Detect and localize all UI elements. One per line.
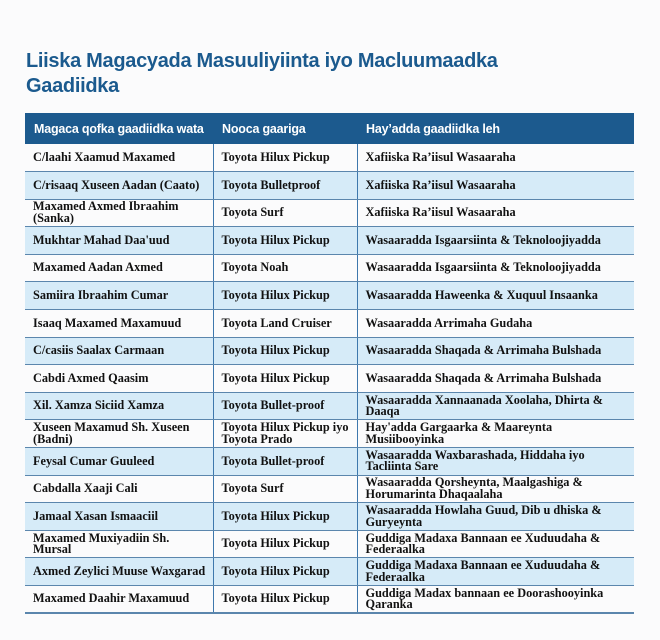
table-row (25, 337, 634, 365)
table-row (25, 227, 634, 255)
vehicle-type-cell: Toyota Bulletproof (213, 172, 357, 200)
agency-cell: Wasaaradda Haweenka & Xuquul Insaanka (357, 282, 634, 310)
table-row (25, 448, 634, 476)
table-row (25, 365, 634, 393)
driver-name-cell: Samiira Ibraahim Cumar (25, 282, 213, 310)
agency-cell: Wasaaradda Qorsheynta, Maalgashiga & Horumarinta Dhaqaalaha (357, 475, 634, 503)
table-row (25, 172, 634, 200)
vehicle-type-cell: Toyota Hilux Pickup (213, 144, 357, 172)
agency-cell: Wasaaradda Waxbarashada, Hiddaha iyo Tacliinta Sare (357, 448, 634, 476)
table-body (25, 144, 634, 613)
agency-cell: Guddiga Madaxa Bannaan ee Xuduudaha & Federaalka (357, 558, 634, 586)
driver-name-cell: Jamaal Xasan Ismaaciil (25, 503, 213, 531)
agency-cell: Xafiiska Ra’iisul Wasaaraha (357, 172, 634, 200)
vehicle-type-cell: Toyota Hilux Pickup (213, 337, 357, 365)
table-row (25, 503, 634, 531)
agency-cell: Wasaaradda Shaqada & Arrimaha Bulshada (357, 365, 634, 393)
agency-cell: Wasaaradda Isgaarsiinta & Teknoloojiyadda (357, 254, 634, 282)
vehicle-table (25, 113, 634, 614)
driver-name-cell: C/risaaq Xuseen Aadan (Caato) (25, 172, 213, 200)
vehicle-type-cell: Toyota Surf (213, 199, 357, 227)
table-row (25, 475, 634, 503)
vehicle-type-cell: Toyota Hilux Pickup (213, 282, 357, 310)
vehicle-type-cell: Toyota Surf (213, 475, 357, 503)
vehicle-type-cell: Toyota Hilux Pickup (213, 586, 357, 614)
agency-cell: Xafiiska Ra’iisul Wasaaraha (357, 144, 634, 172)
vehicle-type-cell: Toyota Bullet-proof (213, 448, 357, 476)
agency-cell: Wasaaradda Shaqada & Arrimaha Bulshada (357, 337, 634, 365)
agency-cell: Wasaaradda Isgaarsiinta & Teknoloojiyadda (357, 227, 634, 255)
vehicle-type-cell: Toyota Hilux Pickup (213, 503, 357, 531)
table-row (25, 144, 634, 172)
table-row (25, 254, 634, 282)
agency-cell: Wasaaradda Xannaanada Xoolaha, Dhirta & Daaqa (357, 392, 634, 420)
header-vehicle-type: Nooca gaariga (213, 113, 357, 144)
vehicle-type-cell: Toyota Hilux Pickup iyo Toyota Prado (213, 420, 357, 448)
table-row (25, 392, 634, 420)
agency-cell: Xafiiska Ra’iisul Wasaaraha (357, 199, 634, 227)
vehicle-type-cell: Toyota Bullet-proof (213, 392, 357, 420)
vehicle-type-cell: Toyota Noah (213, 254, 357, 282)
table-row (25, 310, 634, 338)
driver-name-cell: Cabdalla Xaaji Cali (25, 475, 213, 503)
table-header-row (25, 113, 634, 144)
table-row (25, 199, 634, 227)
driver-name-cell: C/laahi Xaamud Maxamed (25, 144, 213, 172)
agency-cell: Wasaaradda Howlaha Guud, Dib u dhiska & Guryeynta (357, 503, 634, 531)
vehicle-type-cell: Toyota Hilux Pickup (213, 227, 357, 255)
table-row (25, 558, 634, 586)
driver-name-cell: Feysal Cumar Guuleed (25, 448, 213, 476)
agency-cell: Wasaaradda Arrimaha Gudaha (357, 310, 634, 338)
agency-cell: Hay'adda Gargaarka & Maareynta Musiibooyinka (357, 420, 634, 448)
agency-cell: Guddiga Madaxa Bannaan ee Xuduudaha & Federaalka (357, 530, 634, 558)
driver-name-cell: Mukhtar Mahad Daa'uud (25, 227, 213, 255)
vehicle-type-cell: Toyota Hilux Pickup (213, 530, 357, 558)
page-title: Liiska Magacyada Masuuliyiinta iyo Macluumaadka Gaadiidka (26, 50, 498, 97)
header-agency: Hay’adda gaadiidka leh (357, 113, 634, 144)
table-row (25, 530, 634, 558)
driver-name-cell: Isaaq Maxamed Maxamuud (25, 310, 213, 338)
driver-name-cell: Maxamed Axmed Ibraahim (Sanka) (25, 199, 213, 227)
driver-name-cell: Maxamed Aadan Axmed (25, 254, 213, 282)
vehicle-type-cell: Toyota Hilux Pickup (213, 365, 357, 393)
driver-name-cell: C/casiis Saalax Carmaan (25, 337, 213, 365)
agency-cell: Guddiga Madax bannaan ee Doorashooyinka Qaranka (357, 586, 634, 614)
header-driver-name: Magaca qofka gaadiidka wata (25, 113, 213, 144)
table-row (25, 586, 634, 614)
driver-name-cell: Axmed Zeylici Muuse Waxgarad (25, 558, 213, 586)
driver-name-cell: Maxamed Daahir Maxamuud (25, 586, 213, 614)
table-row (25, 420, 634, 448)
driver-name-cell: Xil. Xamza Siciid Xamza (25, 392, 213, 420)
table-row (25, 282, 634, 310)
vehicle-type-cell: Toyota Hilux Pickup (213, 558, 357, 586)
vehicle-type-cell: Toyota Land Cruiser (213, 310, 357, 338)
driver-name-cell: Xuseen Maxamud Sh. Xuseen (Badni) (25, 420, 213, 448)
driver-name-cell: Maxamed Muxiyadiin Sh. Mursal (25, 530, 213, 558)
driver-name-cell: Cabdi Axmed Qaasim (25, 365, 213, 393)
